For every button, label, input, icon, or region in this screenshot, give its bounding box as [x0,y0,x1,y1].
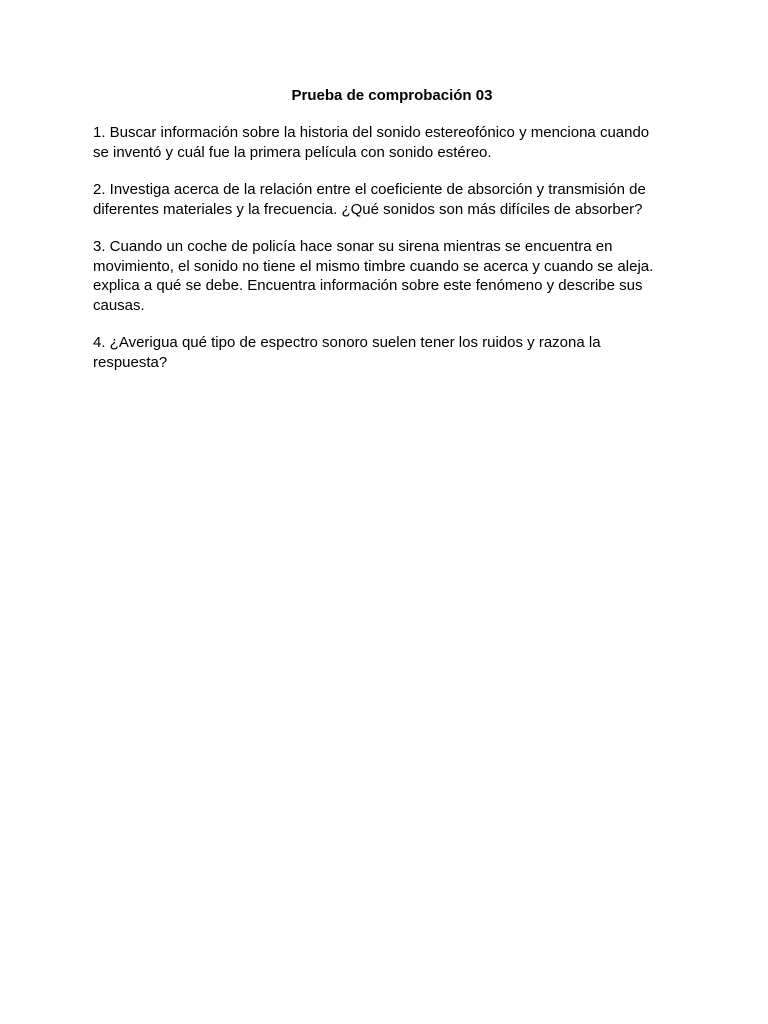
question-line: causas. [93,296,145,314]
question-2 [93,180,683,219]
question-line: 3. Cuando un coche de policía hace sonar su sirena mientras se encuentra en [93,238,613,255]
question-line: 2. Investiga acerca de la relación entre el coeficiente de absorción y transmisión de [93,181,646,198]
question-1 [93,123,683,162]
question-line: se inventó y cuál fue la primera película con sonido estéreo. [93,143,492,161]
document-title: Prueba de comprobación 03 [291,87,493,104]
question-line: 4. ¿Averigua qué tipo de espectro sonoro suelen tener los ruidos y razona la [93,334,601,351]
question-4 [93,333,683,372]
document-content [93,86,683,390]
question-line: diferentes materiales y la frecuencia. ¿Qué sonidos son más difíciles de absorber? [93,200,643,218]
question-line: explica a qué se debe. Encuentra información sobre este fenómeno y describe sus [93,277,643,294]
question-3 [93,237,683,315]
question-line: 1. Buscar información sobre la historia del sonido estereofónico y menciona cuando [93,124,650,141]
question-line: respuesta? [93,353,168,371]
question-line: movimiento, el sonido no tiene el mismo timbre cuando se acerca y cuando se aleja. [93,257,654,275]
